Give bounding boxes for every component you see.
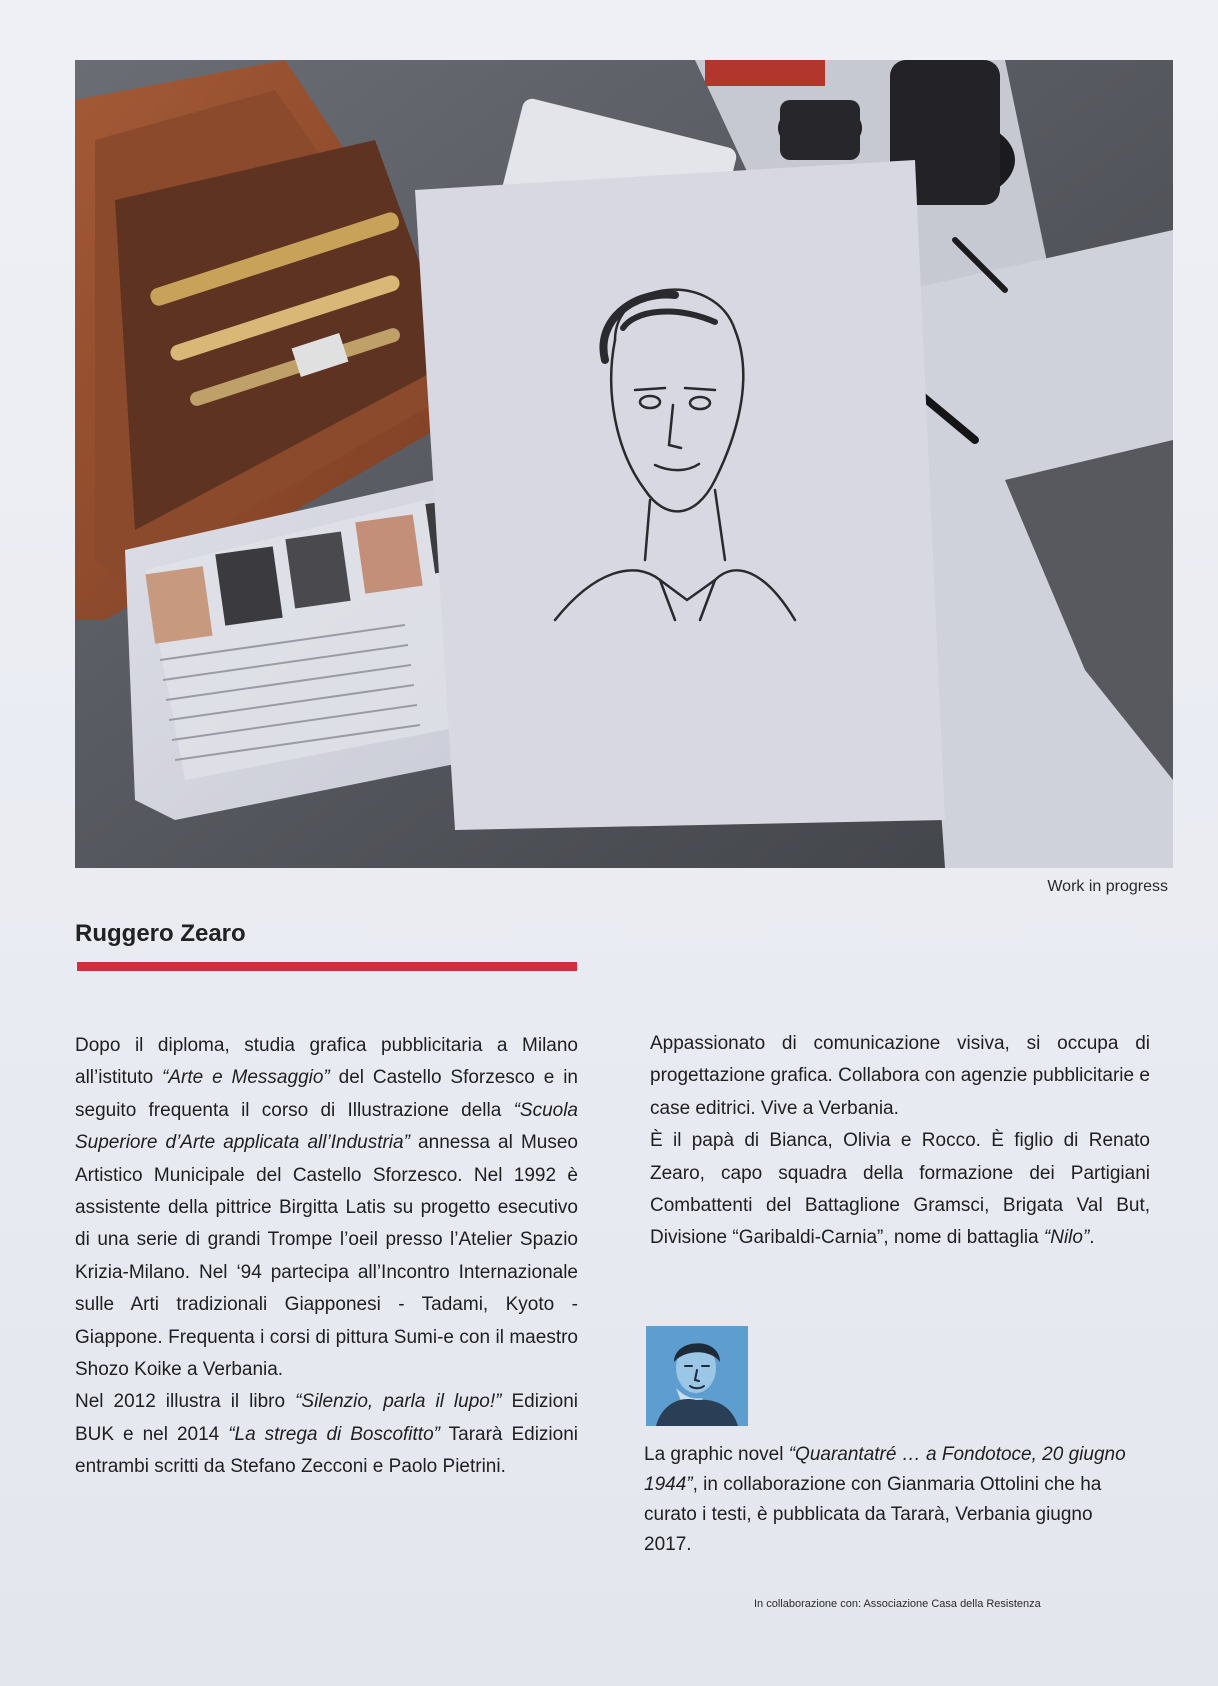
text-run: del Castello Sforzesco e in seguito frequenta il corso di Illustrazione della xyxy=(75,1067,578,1121)
biography-left-column xyxy=(75,1030,578,1484)
text-run: È il papà di Bianca, Olivia e Rocco. È figlio di Renato Zearo, capo squadra della formazione dei Partigiani Combattenti del Battaglione Gramsci, Brigata Val But, Divisione “Garibaldi-Carnia”, nome di battaglia xyxy=(650,1130,1150,1249)
italic-title-run: “Arte e Messaggio” xyxy=(162,1067,330,1089)
biography-paragraph xyxy=(650,1028,1150,1125)
text-run: Appassionato di comunicazione visiva, si occupa di progettazione grafica. Collabora con agenzie pubblicitarie e case editrici. Vive a Verbania. xyxy=(650,1033,1150,1119)
biography-paragraph xyxy=(75,1386,578,1483)
collaboration-credit: In collaborazione con: Associazione Casa della Resistenza xyxy=(754,1598,1041,1610)
family-paragraph xyxy=(650,1125,1150,1255)
italic-title-run: “Quarantatré … a Fondotoce, 20 giugno 1944” xyxy=(644,1444,1126,1495)
biography-right-column xyxy=(650,1028,1150,1255)
text-run: annessa al Museo Artistico Municipale del Castello Sforzesco. Nel 1992 è assistente della pittrice Birgitta Latis su progetto esecutivo di una serie di grandi Trompe l’oeil presso l’Atelier Spazio Krizia-Milano. Nel ‘94 partecipa all’Incontro Internazionale sulle Arti tradizionali Giapponesi - Tadami, Kyoto - Giappone. Frequenta i corsi di pittura Sumi-e con il maestro Shozo Koike a Verbania. xyxy=(75,1132,578,1381)
text-run: . xyxy=(1089,1227,1095,1249)
text-run: Tararà Edizioni entrambi scritti da Stefano Zecconi e Paolo Pietrini. xyxy=(75,1423,579,1478)
text-run: Dopo il diploma, studia grafica pubblicitaria a Milano all’istituto xyxy=(75,1035,578,1089)
italic-title-run: “La strega di Boscofitto” xyxy=(228,1423,440,1445)
italic-title-run: “Nilo” xyxy=(1043,1227,1090,1249)
italic-title-run: “Scuola Superiore d’Arte applicata all’Industria” xyxy=(75,1099,578,1154)
red-divider xyxy=(77,962,577,971)
author-portrait xyxy=(646,1326,748,1426)
author-name: Ruggero Zearo xyxy=(75,920,246,947)
biography-paragraph xyxy=(75,1030,578,1386)
text-run: Edizioni BUK e nel 2014 xyxy=(75,1391,578,1445)
graphic-novel-text xyxy=(644,1440,1138,1560)
italic-title-run: “Silenzio, parla il lupo!” xyxy=(295,1391,502,1413)
text-run: , in collaborazione con Gianmaria Ottolini che ha curato i testi, è pubblicata da Tararà, Verbania giugno 2017. xyxy=(644,1474,1102,1555)
text-run: Nel 2012 illustra il libro xyxy=(75,1391,296,1413)
text-run: La graphic novel xyxy=(644,1444,789,1465)
work-in-progress-photo xyxy=(75,60,1173,868)
photo-caption: Work in progress xyxy=(1047,878,1168,895)
